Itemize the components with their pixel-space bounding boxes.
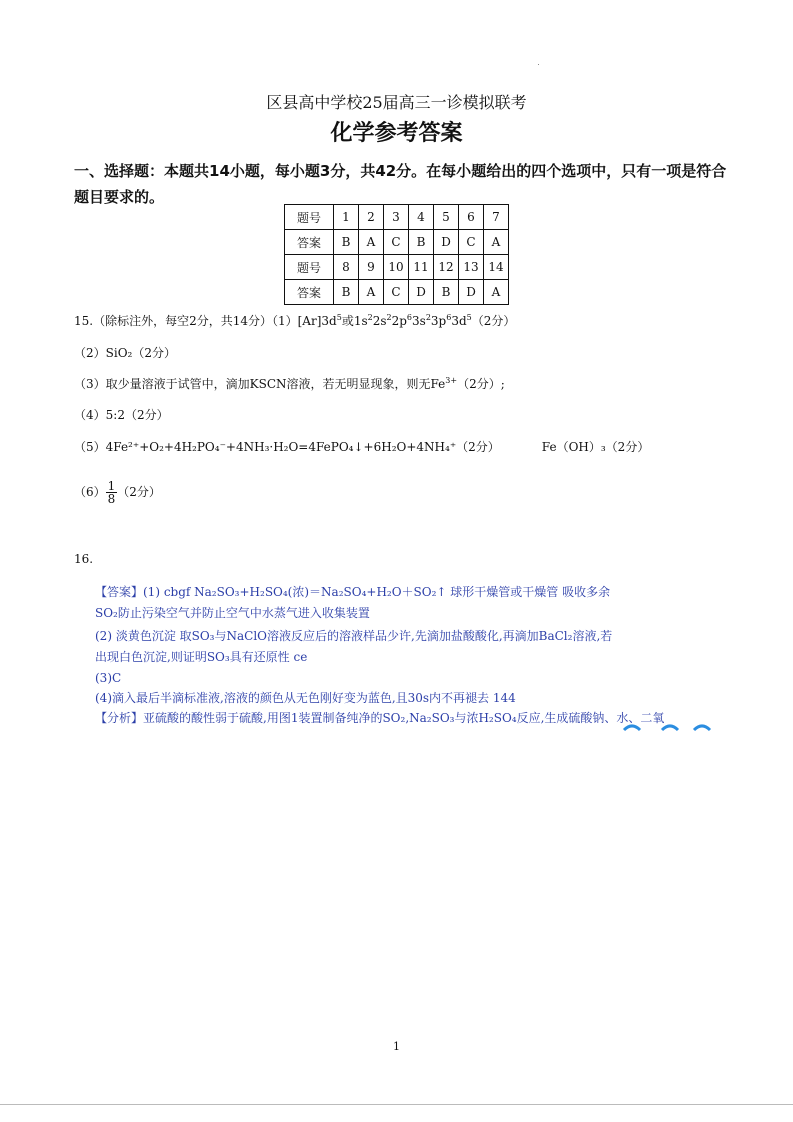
q15-part3 — [74, 375, 505, 392]
table-cell: B — [334, 230, 359, 255]
table-cell: 14 — [484, 255, 509, 280]
table-cell: D — [409, 280, 434, 305]
score-text: （2分） — [456, 440, 500, 454]
q15-part5-b: Fe（OH）₃（2分） — [541, 440, 650, 454]
q15-intro: 15.（除标注外，每空2分，共14分）（1） — [74, 314, 298, 328]
score-text: （2分）; — [457, 377, 505, 391]
corner-dot — [538, 64, 539, 65]
fraction-denominator: 8 — [107, 492, 116, 506]
q16-answer-line: 出现白色沉淀,则证明SO₃具有还原性 ce — [95, 650, 308, 664]
table-cell: 3 — [384, 205, 409, 230]
score-text: （2分） — [117, 485, 161, 499]
table-cell: 4 — [409, 205, 434, 230]
answer-table — [284, 204, 509, 305]
table-cell: 10 — [384, 255, 409, 280]
superscript: 2 — [367, 313, 373, 322]
superscript: 2 — [425, 313, 431, 322]
superscript: 5 — [466, 313, 472, 322]
superscript: 6 — [446, 313, 452, 322]
wavy-underline-decoration — [622, 722, 717, 732]
table-cell: 9 — [359, 255, 384, 280]
q15-part2: （2）SiO₂（2分） — [74, 346, 176, 360]
table-row — [285, 230, 509, 255]
table-cell: B — [434, 280, 459, 305]
table-cell: 5 — [434, 205, 459, 230]
q15-part1 — [74, 312, 515, 329]
table-cell: C — [384, 280, 409, 305]
table-cell: 2 — [359, 205, 384, 230]
table-row — [285, 280, 509, 305]
table-cell: C — [384, 230, 409, 255]
exam-title: 区县高中学校25届高三一诊模拟联考 — [266, 93, 527, 112]
table-cell: D — [434, 230, 459, 255]
score-text: （2分） — [471, 314, 516, 328]
table-cell: 7 — [484, 205, 509, 230]
fraction-numerator: 1 — [107, 479, 116, 493]
fraction — [106, 480, 118, 505]
q15-part3-text: （3）取少量溶液于试管中，滴加KSCN溶液，若无明显现象，则无Fe — [74, 377, 446, 391]
page-title: 化学参考答案 — [330, 121, 463, 146]
table-cell: B — [409, 230, 434, 255]
table-cell: 8 — [334, 255, 359, 280]
row-label: 题号 — [285, 205, 334, 230]
q16-number: 16. — [74, 552, 94, 566]
table-cell: 6 — [459, 205, 484, 230]
page-number: 1 — [393, 1040, 400, 1053]
q15-part6 — [74, 480, 161, 505]
table-cell: A — [484, 280, 509, 305]
table-cell: B — [334, 280, 359, 305]
config-text: 3d — [451, 314, 467, 328]
table-cell: A — [484, 230, 509, 255]
config-text: 或1s — [341, 314, 368, 328]
bottom-divider — [0, 1104, 793, 1105]
row-label: 答案 — [285, 230, 334, 255]
q16-answer-line: (3)C — [95, 671, 122, 685]
row-label: 题号 — [285, 255, 334, 280]
q16-answer-line: 【答案】(1) cbgf Na₂SO₃+H₂SO₄(浓)＝Na₂SO₄+H₂O＋SO₂↑ 球形干燥管或干燥管 吸收多余 — [95, 585, 611, 599]
q16-answer-line: (4)滴入最后半滴标准液,溶液的颜色从无色刚好变为蓝色,且30s内不再褪去 144 — [95, 691, 516, 705]
config-text: 2p — [391, 314, 407, 328]
table-row — [285, 255, 509, 280]
table-cell: D — [459, 280, 484, 305]
row-label: 答案 — [285, 280, 334, 305]
table-cell: 1 — [334, 205, 359, 230]
table-row — [285, 205, 509, 230]
q16-answer-line: SO₂防止污染空气并防止空气中水蒸气进入收集装置 — [95, 606, 370, 620]
table-cell: 11 — [409, 255, 434, 280]
superscript: 2 — [386, 313, 392, 322]
table-cell: A — [359, 230, 384, 255]
section1-heading: 一、选择题：本题共14小题，每小题3分，共42分。在每小题给出的四个选项中，只有一项是符合题目要求的。 — [74, 162, 727, 206]
superscript: 3+ — [445, 376, 458, 385]
config-text: 3s — [412, 314, 426, 328]
table-cell: 12 — [434, 255, 459, 280]
part-label: （6） — [74, 485, 106, 499]
chemical-equation: 4Fe²⁺+O₂+4H₂PO₄⁻+4NH₃·H₂O=4FePO₄↓+6H₂O+4NH₄⁺ — [105, 440, 457, 454]
q15-part5 — [74, 438, 649, 455]
q16-analysis-line: 【分析】亚硫酸的酸性弱于硫酸,用图1装置制备纯净的SO₂,Na₂SO₃与浓H₂SO₄反应,生成硫酸钠、水、二氧 — [95, 711, 665, 725]
config-text: 3p — [430, 314, 447, 328]
table-cell: 13 — [459, 255, 484, 280]
superscript: 6 — [406, 313, 413, 322]
q16-answer-line: (2) 淡黄色沉淀 取SO₃与NaClO溶液反应后的溶液样品少许,先滴加盐酸酸化,再滴加BaCl₂溶液,若 — [95, 629, 613, 643]
config-text: [Ar]3d — [297, 314, 337, 328]
q15-part4: （4）5:2（2分） — [74, 408, 169, 422]
config-text: 2s — [372, 314, 387, 328]
table-cell: A — [359, 280, 384, 305]
part-label: （5） — [74, 440, 106, 454]
superscript: 5 — [336, 313, 342, 322]
table-cell: C — [459, 230, 484, 255]
